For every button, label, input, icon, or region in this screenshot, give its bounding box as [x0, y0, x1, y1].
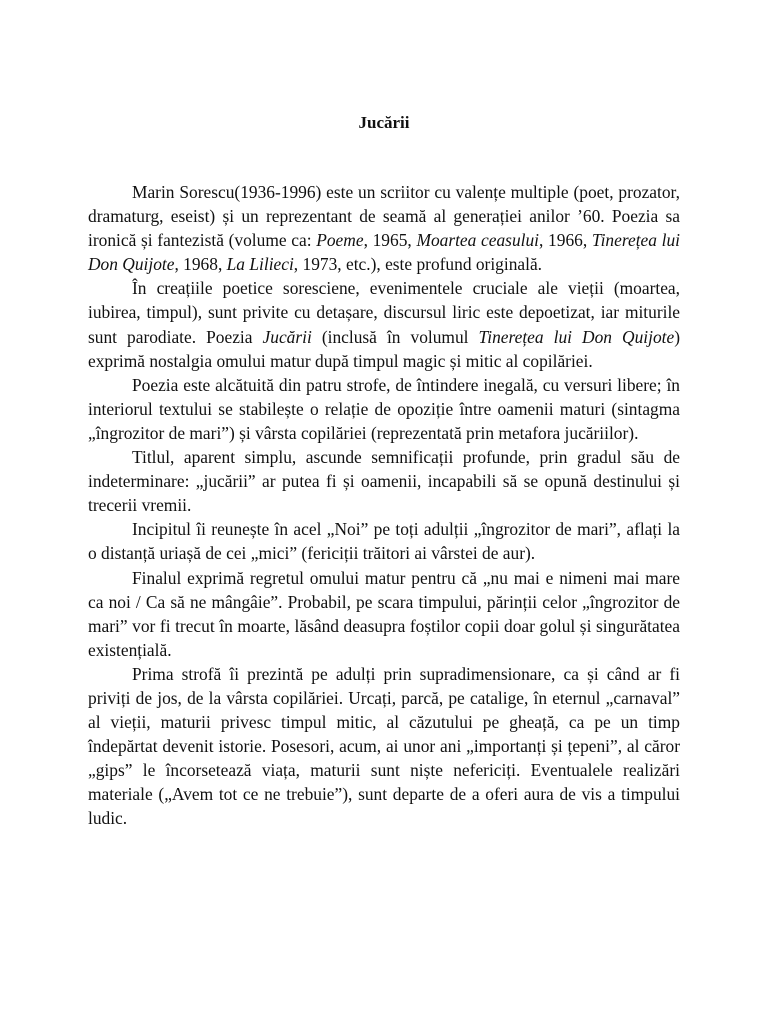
text-run: , 1973, etc.), este profund originală. — [293, 254, 543, 275]
paragraph-6 — [88, 566, 680, 662]
text-run: , 1965, — [363, 230, 417, 251]
paragraph-1 — [88, 180, 680, 276]
text-run: Marin Sorescu(1936-1996) este un scriitor cu valențe multiple (poet, prozator, dramaturg, eseist) și un reprezentant de seamă al generației anilor ’60. Poezia sa ironică și fantezistă (volume ca: — [88, 182, 680, 251]
italic-title-run: Poeme — [316, 230, 364, 251]
paragraph-2 — [88, 276, 680, 372]
text-run: , 1968, — [174, 254, 227, 275]
italic-title-run: Tinerețea lui Don Quijote — [478, 326, 675, 347]
text-run: ) exprimă nostalgia omului matur după timpul magic și mitic al copilăriei. — [88, 326, 680, 371]
text-run: Finalul exprimă regretul omului matur pentru că „nu mai e nimeni mai mare ca noi / Ca să ne mângâie”. Probabil, pe scara timpului, părinții celor „îngrozitor de mari” vor fi trecut în moarte, lăsând deasupra foștilor copii doar golul și singurătatea existențială. — [88, 567, 680, 660]
italic-title-run: La Lilieci — [226, 254, 294, 275]
paragraph-4 — [88, 445, 680, 517]
italic-title-run: Jucării — [262, 326, 312, 347]
document-title: Jucării — [358, 113, 410, 132]
text-run: Poezia este alcătuită din patru strofe, de întindere inegală, cu versuri libere; în interiorul textului se stabilește o relație de opoziție între oamenii maturi (sintagma „îngrozitor de mari”) și vârsta copilăriei (reprezentată prin metafora jucăriilor). — [88, 374, 680, 443]
text-run: (inclusă în volumul — [311, 326, 479, 347]
text-run: În creațiile poetice soresciene, evenimentele cruciale ale vieții (moartea, iubirea, timpul), sunt privite cu detașare, discursul liric este depoetizat, iar miturile sunt parodiate. Poezia — [88, 278, 680, 347]
document-body — [88, 180, 680, 831]
italic-title-run: Moartea ceasului — [416, 230, 539, 251]
text-run: Prima strofă îi prezintă pe adulți prin supradimensionare, ca și când ar fi priviți de jos, de la vârsta copilăriei. Urcați, parcă, pe catalige, în eternul „carnaval” al vieții, maturii privesc timpul mitic, al căzutului pe gheață, ca pe un timp îndepărtat devenit istorie. Posesori, acum, ai unor ani „importanți și țepeni”, al căror „gips” le încorsetează viața, maturii sunt niște nefericiți. Eventualele realizări materiale („Avem tot ce ne trebuie”), sunt departe de a oferi aura de vis a timpului ludic. — [88, 663, 680, 829]
text-run: Incipitul îi reunește în acel „Noi” pe toți adulții „îngrozitor de mari”, aflați la o distanță uriașă de cei „mici” (fericiții trăitori ai vârstei de aur). — [88, 519, 680, 564]
text-run: , 1966, — [539, 230, 592, 251]
text-run: Titlul, aparent simplu, ascunde semnificații profunde, prin gradul său de indeterminare: „jucării” ar putea fi și oamenii, incapabili să se opună destinului și trecerii vremii. — [88, 447, 680, 516]
paragraph-5 — [88, 517, 680, 565]
italic-title-run: Tinerețea lui Don Quijote — [88, 230, 680, 275]
paragraph-7 — [88, 662, 680, 831]
paragraph-3 — [88, 373, 680, 445]
